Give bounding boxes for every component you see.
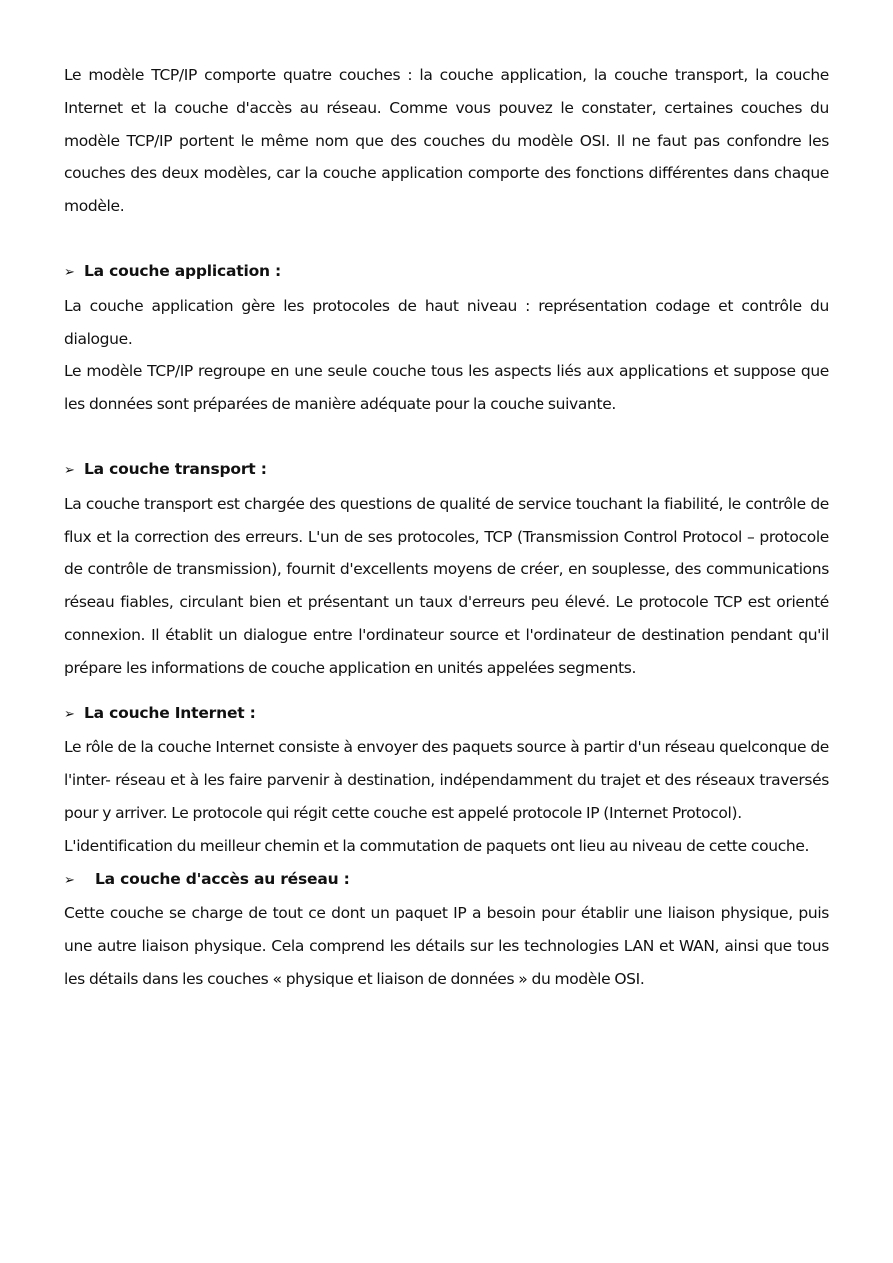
section-heading [64, 255, 829, 290]
section-paragraph: Le modèle TCP/IP regroupe en une seule couche tous les aspects liés aux applications et suppose que les données sont préparées de manière adéquate pour la couche suivante. [64, 362, 829, 414]
section-paragraph: Le rôle de la couche Internet consiste à envoyer des paquets source à partir d'un réseau quelconque de l'inter- réseau et à les faire parvenir à destination, indépendamment du trajet et des réseaux traversés pour y arriver. Le protocole qui régit cette couche est appelé protocole IP (Internet Protocol). [64, 738, 829, 822]
spacer [64, 685, 829, 697]
spacer [64, 421, 829, 453]
section-title: La couche application : [84, 261, 282, 280]
section-heading [64, 453, 829, 488]
section-heading [64, 697, 829, 732]
section-application [64, 255, 829, 421]
section-transport [64, 453, 829, 685]
section-internet [64, 697, 829, 863]
arrow-bullet-icon: ➢ [64, 872, 75, 888]
arrow-bullet-icon: ➢ [64, 264, 75, 280]
section-heading [64, 863, 829, 898]
arrow-bullet-icon: ➢ [64, 706, 75, 722]
section-paragraph: L'identification du meilleur chemin et la commutation de paquets ont lieu au niveau de cette couche. [64, 836, 810, 855]
arrow-bullet-icon: ➢ [64, 462, 75, 478]
spacer [64, 223, 829, 255]
section-title: La couche transport : [84, 459, 267, 478]
section-paragraph: La couche transport est chargée des questions de qualité de service touchant la fiabilité, le contrôle de flux et la correction des erreurs. L'un de ses protocoles, TCP (Transmission Control Protocol – protocole de contrôle de transmission), fournit d'excellents moyens de créer, en souplesse, des communications réseau fiables, circulant bien et présentant un taux d'erreurs peu élevé. Le protocole TCP est orienté connexion. Il établit un dialogue entre l'ordinateur source et l'ordinateur de destination pendant qu'il prépare les informations de couche application en unités appelées segments. [64, 494, 829, 677]
section-title: La couche d'accès au réseau : [95, 869, 350, 888]
section-paragraph: Cette couche se charge de tout ce dont un paquet IP a besoin pour établir une liaison physique, puis une autre liaison physique. Cela comprend les détails sur les technologies LAN et WAN, ainsi que tous les détails dans les couches « physique et liaison de données » du modèle OSI. [64, 904, 829, 988]
intro-paragraph: Le modèle TCP/IP comporte quatre couches : la couche application, la couche transport, la couche Internet et la couche d'accès au réseau. Comme vous pouvez le constater, certaines couches du modèle TCP/IP portent le même nom que des couches du modèle OSI. Il ne faut pas confondre les couches des deux modèles, car la couche application comporte des fonctions différentes dans chaque modèle. [64, 66, 829, 216]
section-paragraph: La couche application gère les protocoles de haut niveau : représentation codage et contrôle du dialogue. [64, 296, 829, 348]
section-network-access [64, 863, 829, 996]
section-title: La couche Internet : [84, 703, 256, 722]
